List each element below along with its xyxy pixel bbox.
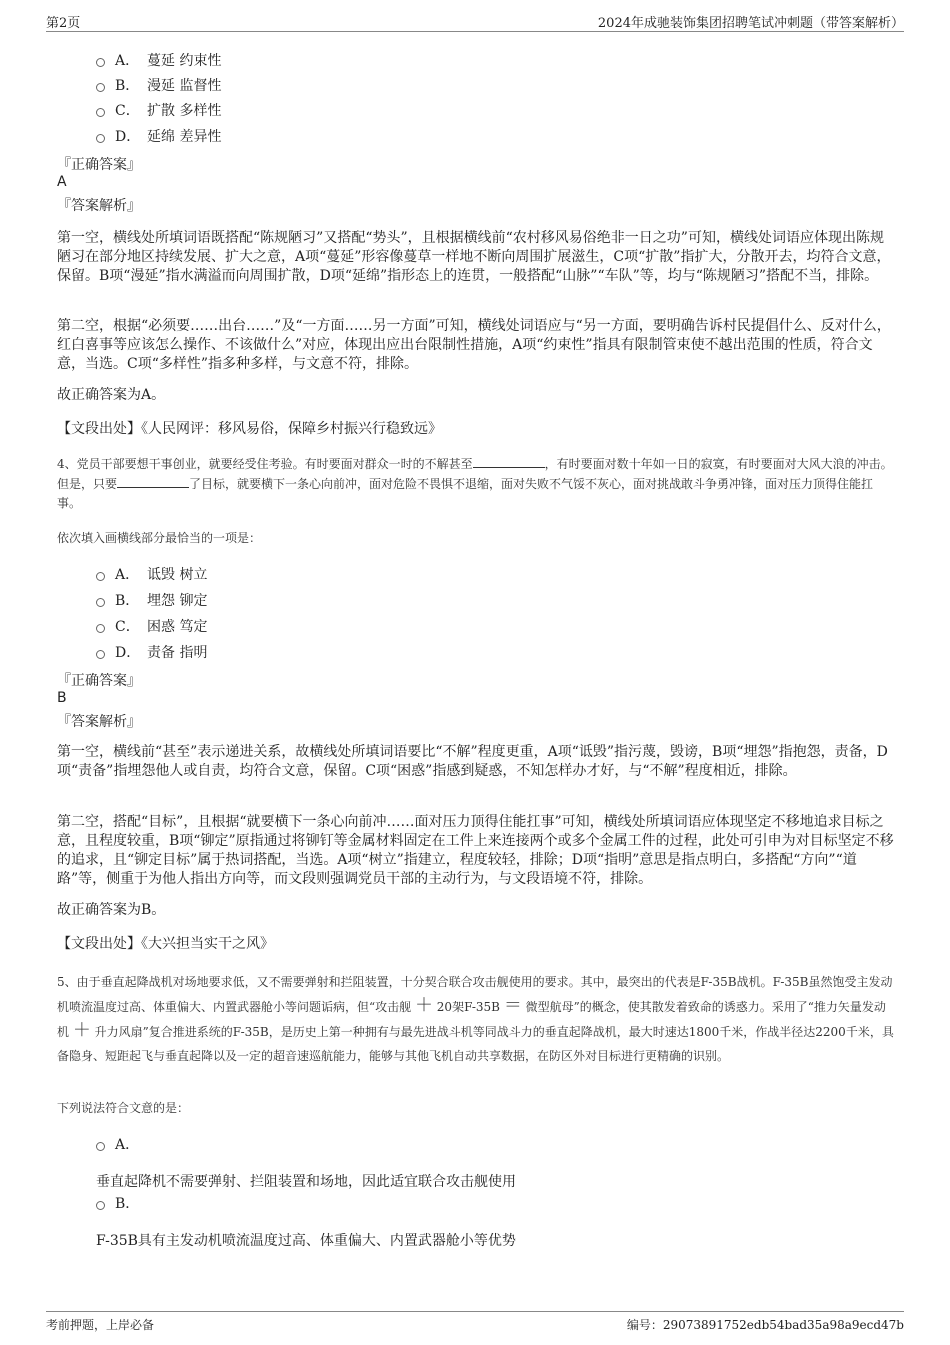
analysis-paragraph: 第二空，搭配“目标”，且根据“就要横下一条心向前冲……面对压力顶得住能扛事”可知，横线处所填词语应体现坚定不移地追求目标之意，且程度较重，B项“铆定”原指通过将铆钉等金属材料固定在工件上来连接两个或多个金属工件的过程，此处可引申为对目标坚定不移的追求，且“铆定目标”属于热词搭配，当选。A项“树立”指建立，程度较轻，排除；D项“指明”意思是指点明白，多搭配“方向”“道路”等，侧重于为他人指出方向等，而文段则强调党员干部的主动行为，与文段语境不符，排除。	[57, 814, 894, 887]
footer-slogan: 考前押题，上岸必备	[46, 1318, 155, 1332]
radio-icon[interactable]	[96, 134, 105, 143]
radio-icon[interactable]	[96, 1201, 105, 1210]
question-prompt: 下列说法符合文意的是：	[57, 1101, 190, 1115]
page-footer	[46, 1311, 904, 1332]
answer-label: 『正确答案』	[57, 673, 141, 689]
q3-option-a[interactable]: A． 蔓延 约束性	[96, 49, 221, 71]
q4-option-a[interactable]: A． 诋毁 树立	[96, 563, 207, 585]
q4-option-c[interactable]: C． 困惑 笃定	[96, 615, 207, 637]
answer-value: B	[57, 690, 67, 706]
radio-icon[interactable]	[96, 108, 105, 117]
q4-option-b[interactable]: B． 埋怨 铆定	[96, 589, 207, 611]
document-title: 2024年成驰装饰集团招聘笔试冲刺题（带答案解析）	[597, 16, 904, 31]
conclusion: 故正确答案为B。	[57, 902, 166, 918]
radio-icon[interactable]	[96, 624, 105, 633]
source-citation: 【文段出处】《大兴担当实干之风》	[57, 936, 274, 952]
q4-option-d[interactable]: D． 责备 指明	[96, 641, 207, 663]
conclusion: 故正确答案为A。	[57, 387, 166, 403]
q5-option-b[interactable]: B．	[96, 1192, 147, 1214]
analysis-label: 『答案解析』	[57, 198, 141, 214]
q5-option-a-text: 垂直起降机不需要弹射、拦阻装置和场地，因此适宜联合攻击舰使用	[96, 1174, 516, 1190]
q3-option-b[interactable]: B． 漫延 监督性	[96, 74, 221, 96]
answer-label: 『正确答案』	[57, 157, 141, 173]
answer-value: A	[57, 174, 67, 190]
q5-option-a[interactable]: A．	[96, 1133, 147, 1155]
radio-icon[interactable]	[96, 1142, 105, 1151]
radio-icon[interactable]	[96, 650, 105, 659]
page-header	[46, 9, 904, 32]
q3-option-d[interactable]: D． 延绵 差异性	[96, 125, 221, 147]
blank-line	[117, 475, 189, 488]
analysis-paragraph: 第二空，根据“必须要……出台……”及“一方面……另一方面”可知，横线处词语应与“另一方面，要明确告诉村民提倡什么、反对什么，红白喜事等应该怎么操作、不该做什么”对应，体现出应出台限制性措施，A项“约束性”指具有限制管束使不越出范围的性质，符合文意，当选。C项“多样性”指多种多样，与文意不符，排除。	[57, 318, 891, 372]
question-text: 5、由于垂直起降战机对场地要求低，又不需要弹射和拦阻装置，十分契合联合攻击舰使用的要求。其中，最突出的代表是F-35B战机。F-35B虽然饱受主发动机喷流温度过高、体重偏大、内置武器舱小等问题诟病，但“攻击舰 ＋ 20架F-35B ＝ 微型航母”的概念，使其散发着致命的诱惑力。采用了“推力矢量发动机 ＋ 升力风扇”复合推进系统的F-35B，是历史上第一种拥有与最先进战斗机等同战斗力的垂直起降战机，最大时速达1800千米，作战半径达2200千米，具备隐身、短距起飞与垂直起降以及一定的超音速巡航能力，能够与其他飞机自动共享数据，在防区外对目标进行更精确的识别。	[57, 975, 894, 1063]
document-id: 编号：29073891752edb54bad35a98a9ecd47b	[626, 1318, 904, 1332]
analysis-label: 『答案解析』	[57, 714, 141, 730]
question-prompt: 依次填入画横线部分最恰当的一项是：	[57, 531, 262, 545]
page-number: 第2页	[46, 16, 81, 31]
radio-icon[interactable]	[96, 572, 105, 581]
analysis-paragraph: 第一空，横线处所填词语既搭配“陈规陋习”又搭配“势头”，且根据横线前“农村移风易俗绝非一日之功”可知，横线处词语应体现出陈规陋习在部分地区持续发展、扩大之意，A项“蔓延”形容像蔓草一样地不断向周围扩展滋生，C项“扩散”指扩大，分散开去，均符合文意，保留。B项“漫延”指水满溢而向周围扩散，D项“延绵”指形态上的连贯，一般搭配“山脉”“车队”等，均与“陈规陋习”搭配不当，排除。	[57, 230, 891, 284]
radio-icon[interactable]	[96, 83, 105, 92]
q5-option-b-text: F-35B具有主发动机喷流温度过高、体重偏大、内置武器舱小等优势	[96, 1233, 516, 1249]
radio-icon[interactable]	[96, 598, 105, 607]
source-citation: 【文段出处】《人民网评：移风易俗，保障乡村振兴行稳致远》	[57, 421, 442, 437]
question-text: 4、党员干部要想干事创业，就要经受住考验。有时要面对群众一时的不解甚至 ，有时要面对数十年如一日的寂寞，有时要面对大风大浪的冲击。但是，只要 了目标，就要横下一条心向前冲，面对危险不畏惧不退缩，面对失败不气馁不灰心，面对挑战敢斗争勇冲锋，面对压力顶得住能扛事。	[57, 457, 893, 510]
radio-icon[interactable]	[96, 58, 105, 67]
blank-line	[473, 455, 545, 468]
analysis-paragraph: 第一空，横线前“甚至”表示递进关系，故横线处所填词语要比“不解”程度更重，A项“诋毁”指污蔑，毁谤，B项“埋怨”指抱怨，责备，D项“责备”指埋怨他人或自责，均符合文意，保留。C项“困惑”指感到疑惑，不知怎样办才好，与“不解”程度相近，排除。	[57, 744, 888, 779]
q3-option-c[interactable]: C． 扩散 多样性	[96, 99, 221, 121]
